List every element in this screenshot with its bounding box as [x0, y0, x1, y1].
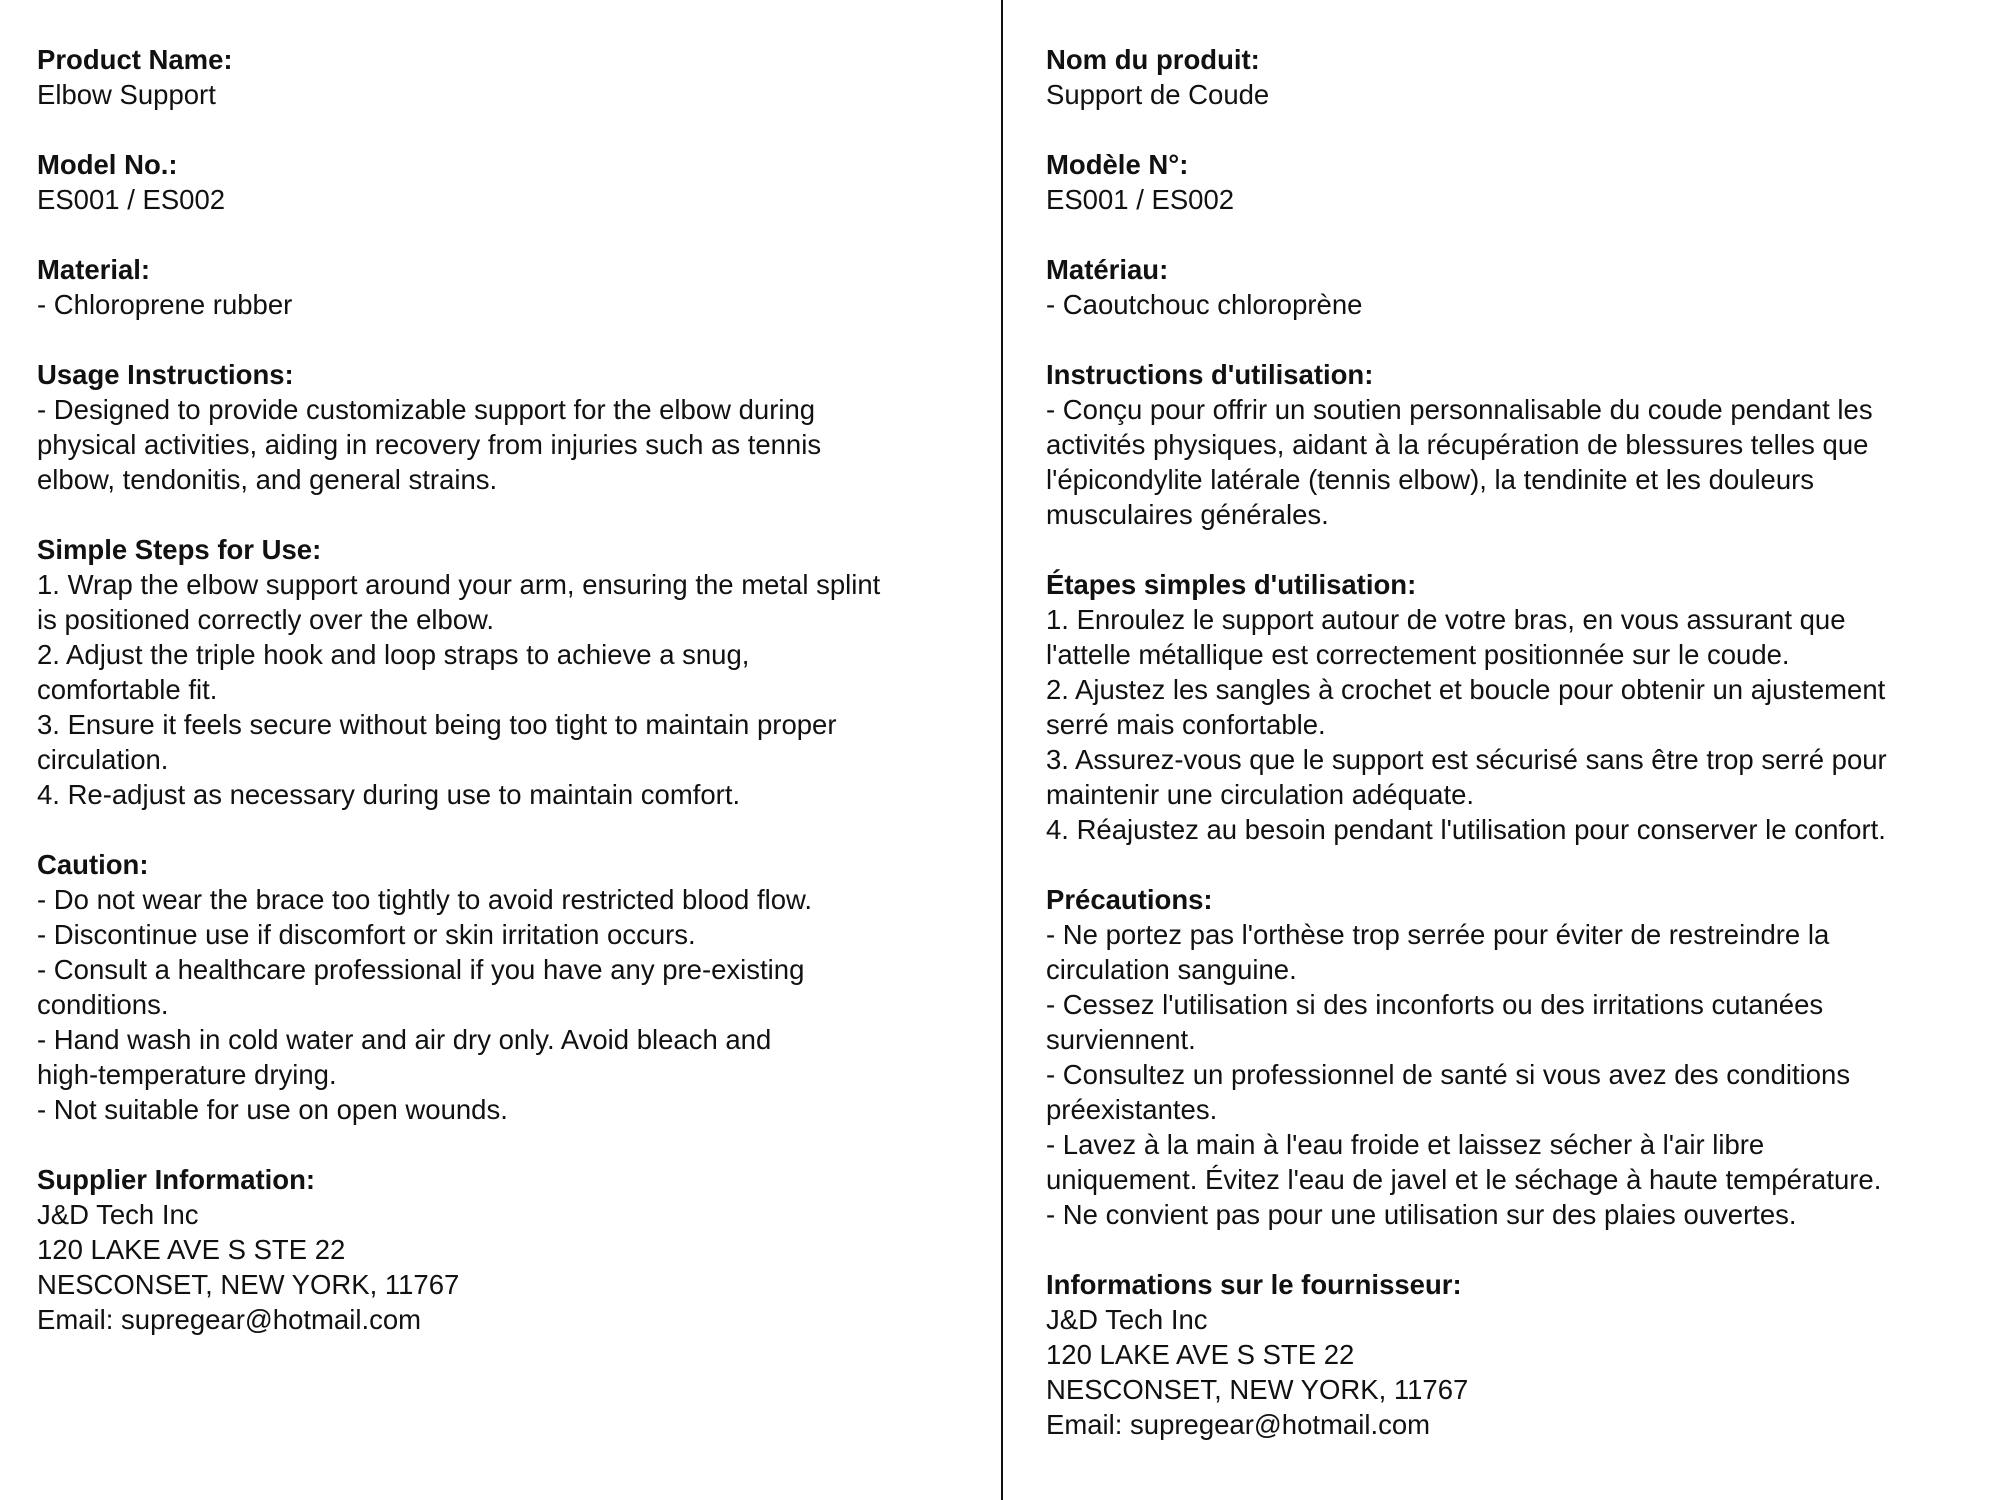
text-line: préexistantes. [1046, 1094, 1218, 1125]
text-line: - Discontinue use if discomfort or skin irritation occurs. [37, 919, 696, 950]
text-line: - Ne convient pas pour une utilisation sur des plaies ouvertes. [1046, 1199, 1797, 1230]
section-heading: Model No.: [37, 149, 178, 180]
section-heading: Product Name: [37, 44, 233, 75]
text-line: - Consultez un professionnel de santé si vous avez des conditions [1046, 1059, 1851, 1090]
section-material [1046, 252, 1976, 322]
text-line: conditions. [37, 989, 169, 1020]
section-model [1046, 147, 1976, 217]
text-line: circulation. [37, 744, 169, 775]
section-heading: Étapes simples d'utilisation: [1046, 569, 1417, 600]
text-line: Support de Coude [1046, 79, 1270, 110]
section-heading: Précautions: [1046, 884, 1213, 915]
text-line: circulation sanguine. [1046, 954, 1297, 985]
text-line: l'attelle métallique est correctement positionnée sur le coude. [1046, 639, 1790, 670]
text-line: Elbow Support [37, 79, 216, 110]
section-heading: Material: [37, 254, 151, 285]
section-heading: Modèle N°: [1046, 149, 1189, 180]
text-line: - Do not wear the brace too tightly to avoid restricted blood flow. [37, 884, 812, 915]
text-line: serré mais confortable. [1046, 709, 1326, 740]
text-line: - Caoutchouc chloroprène [1046, 289, 1363, 320]
section-heading: Supplier Information: [37, 1164, 316, 1195]
text-line: 2. Ajustez les sangles à crochet et boucle pour obtenir un ajustement [1046, 674, 1886, 705]
text-line: NESCONSET, NEW YORK, 11767 [37, 1269, 460, 1300]
text-line: J&D Tech Inc [1046, 1304, 1208, 1335]
text-line: 3. Ensure it feels secure without being too tight to maintain proper [37, 709, 837, 740]
text-line: 1. Wrap the elbow support around your arm, ensuring the metal splint [37, 569, 881, 600]
text-line: J&D Tech Inc [37, 1199, 199, 1230]
section-heading: Usage Instructions: [37, 359, 294, 390]
text-line: uniquement. Évitez l'eau de javel et le séchage à haute température. [1046, 1164, 1882, 1195]
text-line: 3. Assurez-vous que le support est sécurisé sans être trop serré pour [1046, 744, 1887, 775]
section-material [37, 252, 967, 322]
section-steps [1046, 567, 1976, 847]
text-line: 120 LAKE AVE S STE 22 [1046, 1339, 1355, 1370]
text-line: 4. Réajustez au besoin pendant l'utilisation pour conserver le confort. [1046, 814, 1886, 845]
column-divider [1001, 0, 1003, 1500]
text-line: - Cessez l'utilisation si des inconforts ou des irritations cutanées [1046, 989, 1824, 1020]
text-line: NESCONSET, NEW YORK, 11767 [1046, 1374, 1469, 1405]
section-caution [37, 847, 967, 1127]
section-heading: Nom du produit: [1046, 44, 1260, 75]
french-column [1046, 42, 1976, 1477]
text-line: maintenir une circulation adéquate. [1046, 779, 1475, 810]
text-line: 1. Enroulez le support autour de votre bras, en vous assurant que [1046, 604, 1846, 635]
text-line: surviennent. [1046, 1024, 1196, 1055]
text-line: - Chloroprene rubber [37, 289, 293, 320]
english-column [37, 42, 967, 1372]
section-product-name [1046, 42, 1976, 112]
section-supplier [1046, 1267, 1976, 1442]
text-line: elbow, tendonitis, and general strains. [37, 464, 498, 495]
text-line: physical activities, aiding in recovery from injuries such as tennis [37, 429, 822, 460]
text-line: - Lavez à la main à l'eau froide et laissez sécher à l'air libre [1046, 1129, 1765, 1160]
section-usage [37, 357, 967, 497]
text-line: l'épicondylite latérale (tennis elbow), la tendinite et les douleurs [1046, 464, 1815, 495]
section-heading: Caution: [37, 849, 149, 880]
text-line: ES001 / ES002 [1046, 184, 1235, 215]
text-line: - Ne portez pas l'orthèse trop serrée pour éviter de restreindre la [1046, 919, 1830, 950]
section-heading: Instructions d'utilisation: [1046, 359, 1374, 390]
section-product-name [37, 42, 967, 112]
text-line: 120 LAKE AVE S STE 22 [37, 1234, 346, 1265]
text-line: - Consult a healthcare professional if you have any pre-existing [37, 954, 805, 985]
text-line: musculaires générales. [1046, 499, 1329, 530]
section-caution [1046, 882, 1976, 1232]
section-heading: Informations sur le fournisseur: [1046, 1269, 1462, 1300]
text-line: - Conçu pour offrir un soutien personnalisable du coude pendant les [1046, 394, 1873, 425]
section-supplier [37, 1162, 967, 1337]
text-line: - Hand wash in cold water and air dry only. Avoid bleach and [37, 1024, 772, 1055]
section-model [37, 147, 967, 217]
text-line: ES001 / ES002 [37, 184, 226, 215]
section-usage [1046, 357, 1976, 532]
text-line: comfortable fit. [37, 674, 218, 705]
section-steps [37, 532, 967, 812]
text-line: high-temperature drying. [37, 1059, 337, 1090]
text-line: - Not suitable for use on open wounds. [37, 1094, 508, 1125]
text-line: 4. Re-adjust as necessary during use to maintain comfort. [37, 779, 741, 810]
text-line: is positioned correctly over the elbow. [37, 604, 495, 635]
section-heading: Matériau: [1046, 254, 1169, 285]
text-line: - Designed to provide customizable support for the elbow during [37, 394, 816, 425]
text-line: activités physiques, aidant à la récupération de blessures telles que [1046, 429, 1869, 460]
section-heading: Simple Steps for Use: [37, 534, 322, 565]
text-line: Email: supregear@hotmail.com [37, 1304, 422, 1335]
text-line: Email: supregear@hotmail.com [1046, 1409, 1431, 1440]
text-line: 2. Adjust the triple hook and loop straps to achieve a snug, [37, 639, 750, 670]
